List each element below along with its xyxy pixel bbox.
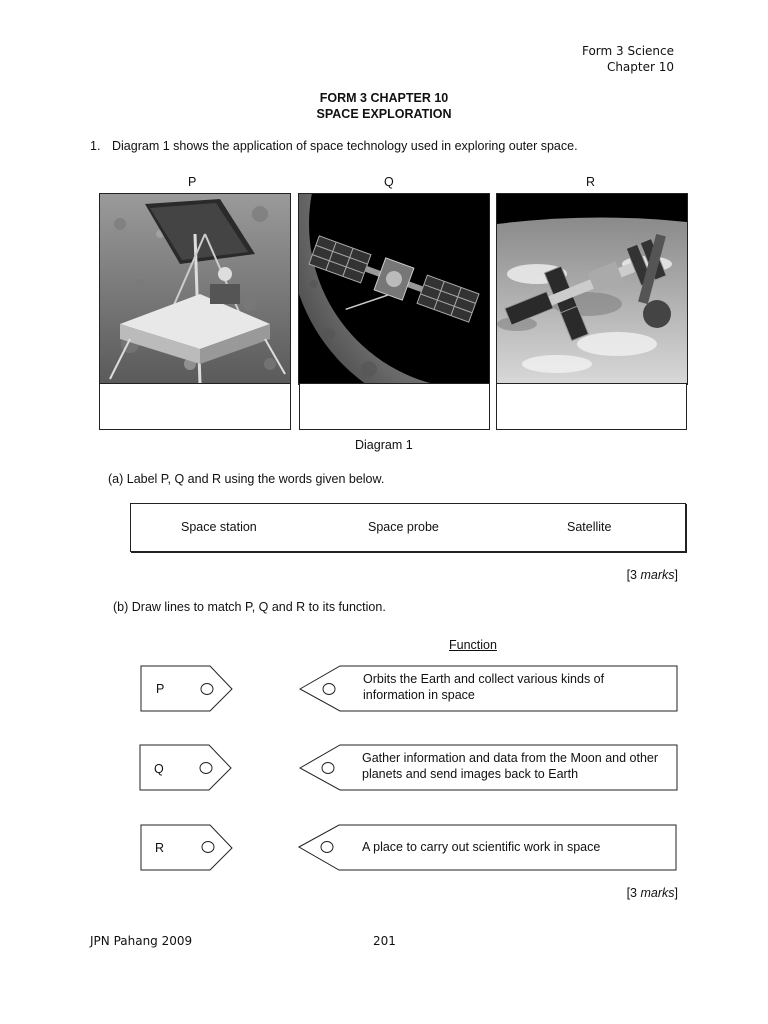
marks-suffix: ] — [674, 568, 678, 582]
tag-shape-p — [141, 666, 232, 711]
function-heading: Function — [449, 638, 497, 652]
marks-word: marks — [640, 886, 675, 900]
marks-word: marks — [640, 568, 675, 582]
diagram-label-q: Q — [384, 175, 394, 189]
diagram-caption: Diagram 1 — [355, 438, 413, 452]
part-b-instruction: (b) Draw lines to match P, Q and R to its function. — [113, 600, 386, 614]
part-a-instruction: (a) Label P, Q and R using the words given below. — [108, 472, 385, 486]
page-number: 201 — [373, 934, 396, 948]
page-title: FORM 3 CHAPTER 10 — [319, 91, 449, 105]
function-dot-3 — [321, 842, 333, 853]
diagram-label-r: R — [586, 175, 596, 189]
tag-label-q: Q — [154, 762, 164, 776]
page-subtitle: SPACE EXPLORATION — [316, 107, 452, 121]
tag-dot-p — [201, 684, 213, 695]
function-text-3: A place to carry out scientific work in space — [362, 840, 601, 854]
function-dot-1 — [323, 684, 335, 695]
question-text: Diagram 1 shows the application of space technology used in exploring outer space. — [112, 139, 578, 153]
function-dot-2 — [322, 763, 334, 774]
function-text-2: Gather information and data from the Moon and other planets and send images back to Earth — [362, 751, 659, 781]
diagram-label-p: P — [188, 175, 197, 189]
word-satellite: Satellite — [567, 520, 612, 534]
marks-prefix: [3 — [626, 568, 641, 582]
part-b-marks — [627, 886, 678, 900]
tag-label-r: R — [155, 841, 165, 855]
marks-suffix: ] — [674, 886, 678, 900]
tag-label-p: P — [156, 682, 165, 696]
header-subject: Form 3 Science — [581, 44, 674, 58]
tag-dot-r — [202, 842, 214, 853]
question-number: 1. — [90, 139, 101, 153]
function-text-1: Orbits the Earth and collect various kinds of information in space — [363, 672, 605, 702]
tag-dot-q — [200, 763, 212, 774]
header-chapter: Chapter 10 — [606, 60, 674, 74]
marks-prefix: [3 — [626, 886, 641, 900]
footer-source: JPN Pahang 2009 — [90, 934, 193, 948]
word-space-probe: Space probe — [368, 520, 439, 534]
word-space-station: Space station — [181, 520, 257, 534]
